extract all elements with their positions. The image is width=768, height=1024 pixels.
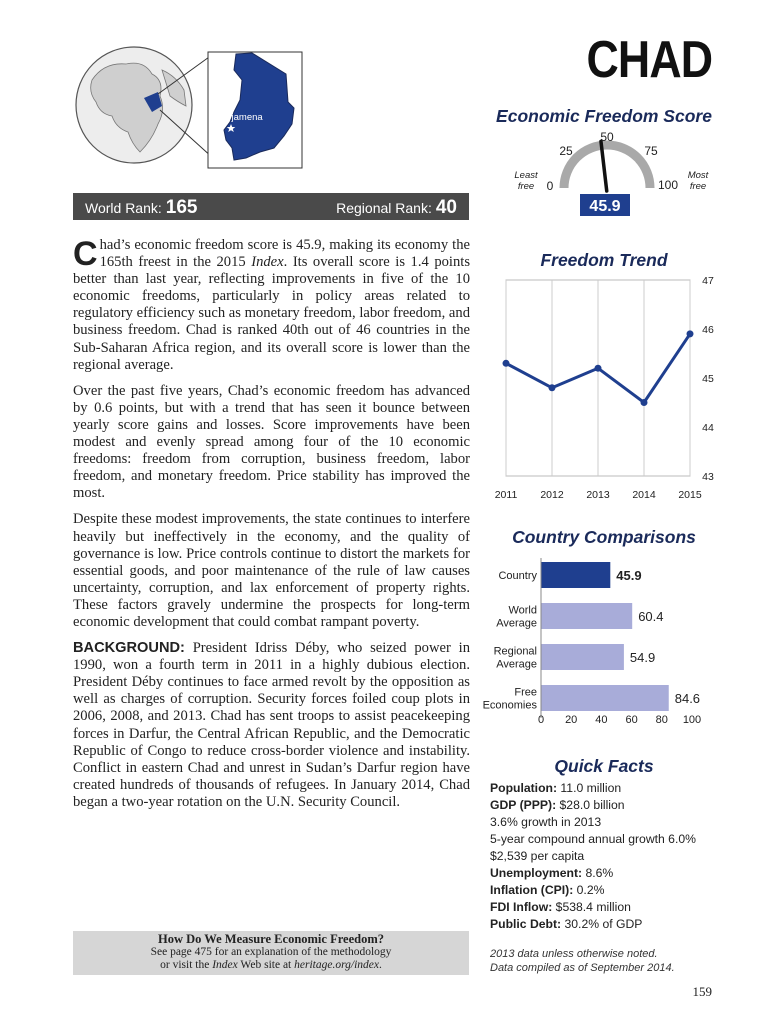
methodology-text-2: Web site at [237,959,295,971]
background-label: BACKGROUND: [73,640,185,657]
methodology-period: . [378,959,382,971]
score-gauge [474,128,734,223]
comparison-title: Country Comparisons [512,527,696,547]
quick-fact-value: 11.0 million [557,781,622,795]
comparison-bar [541,603,632,629]
gauge-tick-25: 25 [559,144,573,158]
comparison-value-label: 84.6 [674,691,701,706]
comparison-bar [541,685,669,711]
methodology-box [73,931,469,975]
quick-facts-list [490,780,730,933]
quick-fact-label: Inflation (CPI): [490,883,574,897]
comparison-value-label: 60.4 [638,609,664,624]
trend-point [687,330,694,337]
quick-fact-row [490,916,730,933]
quick-fact-value: 30.2% of GDP [561,917,643,931]
trend-y-tick: 46 [702,324,714,336]
quick-fact-row [490,865,730,882]
trend-x-tick: 2012 [540,489,564,501]
comparison-x-tick: 100 [682,714,702,726]
most-free-line2: free [689,181,707,192]
quick-fact-row [490,848,730,865]
quick-fact-label: Population: [490,781,558,795]
comparison-category: Regional [493,645,537,658]
world-rank-value: 165 [165,197,198,218]
trend-x-tick: 2014 [632,489,656,501]
quick-fact-row [490,780,730,797]
gauge-tick-75: 75 [644,144,658,158]
body-text [73,237,470,820]
quick-fact-value: $2,539 per capita [490,849,585,863]
trend-y-tick: 45 [702,373,714,385]
quick-fact-row [490,831,730,848]
quick-fact-value: $538.4 million [552,900,631,914]
country-title: CHAD [586,31,712,89]
trend-point [503,360,510,367]
comparison-bar [541,644,624,670]
paragraph-3: Despite these modest improvements, the state continues to interfere heavily but ineffectively in the economy, and the quality of governance is low. Price controls continue to distort the markets for essential goods, and poor maintenance of the rule of law causes uncertainty, corruption, and lax enforcement of property rights. These factors gravely undermine the prospects for long-term economic development that could combat rampant poverty. [73,511,470,630]
comparison-x-tick: 20 [565,714,578,726]
paragraph-background [73,640,470,811]
least-free-line1: Least [514,170,538,181]
methodology-link-line [73,959,469,972]
note-line-2: Data compiled as of September 2014. [490,962,675,974]
world-rank-label: World Rank: [85,200,162,216]
comparison-x-tick: 0 [537,714,545,726]
drop-cap: C [73,235,98,273]
trend-point [641,399,648,406]
quick-fact-row [490,899,730,916]
quick-fact-row [490,882,730,899]
paragraph-1-text: had’s economic freedom score is 45.9, making its economy the 165th freest in the 2015 [99,237,470,271]
comparison-x-tick: 60 [625,714,638,726]
rank-bar [73,193,469,220]
trend-y-tick: 44 [702,422,714,434]
trend-x-tick: 2015 [678,489,702,501]
trend-y-tick: 43 [702,471,714,483]
comparison-category: Country [498,570,537,582]
comparison-category: World [508,604,537,617]
comparison-x-tick: 80 [655,714,668,726]
paragraph-1-end: . Its overall score is 1.4 points better than last year, reflecting improvements in five of the 10 economic freedoms, particularly in policy areas related to regulatory efficiency such as monetary freedom, labor freedom, and business freedom. Chad is ranked 40th out of 46 countries in the Sub-Saharan Africa region, and its overall score is lower than the regional average. [73,254,470,373]
comparison-category: Free [514,686,537,699]
comparison-value-label: 45.9 [616,568,642,583]
quick-fact-row [490,814,730,831]
comparison-value-label: 54.9 [629,650,656,665]
capital-label: N'Djamena [216,112,263,123]
comparison-category: Economies [482,699,537,712]
score-title: Economic Freedom Score [496,106,712,126]
regional-rank-label: Regional Rank: [336,200,432,216]
most-free-line1: Most [687,170,709,181]
paragraph-1 [73,237,470,374]
gauge-tick-0: 0 [546,179,554,193]
index-italic: Index [251,254,284,271]
methodology-index: Index [212,959,238,971]
globe-icon [76,47,192,163]
quick-fact-label: Public Debt: [490,917,562,931]
world-rank [85,197,197,219]
score-value: 45.9 [589,198,621,215]
trend-y-tick: 47 [702,275,714,287]
comparison-category: Average [496,658,537,671]
comparison-x-tick: 40 [595,714,608,726]
quick-fact-value: $28.0 billion [556,798,625,812]
quick-fact-label: Unemployment: [490,866,583,880]
background-text: President Idriss Déby, who seized power in 1990, won a fourth term in 2011 in a highly dubious election. President Déby continues to face armed revolt by the opposition as well as charges of corruption. Security forces foiled coup plots in 2006, 2008, and 2013. Chad has sent troops to assist peacekeeping forces in Darfur, the Central African Republic, and the Democratic Republic of Congo to reduce cross-border violence and instability. Conflict in eastern Chad and unrest in Sudan’s Darfur region have created hundreds of thousands of refugees. In January 2014, Chad began a two-year rotation on the U.N. Security Council. [73,640,470,810]
methodology-title: How Do We Measure Economic Freedom? [157,932,384,946]
quick-fact-row [490,797,730,814]
page-number: 159 [692,984,712,999]
least-free-line2: free [517,181,535,192]
trend-chart [474,268,734,508]
paragraph-2: Over the past five years, Chad’s economic freedom has advanced by 0.6 points, but with a trend that has seen it bounce between yearly score gains and losses. Score improvements have been modest and evenly spread among four of the 10 economic freedoms: freedom from corruption, business freedom, labor freedom, and monetary freedom. Price stability has improved the most. [73,382,470,502]
quick-fact-label: GDP (PPP): [490,798,557,812]
quick-facts-note [490,947,730,975]
comparison-chart [474,556,734,731]
trend-x-tick: 2013 [586,489,610,501]
trend-point [595,365,602,372]
methodology-url[interactable]: heritage.org/index [294,959,379,971]
note-line-1: 2013 data unless otherwise noted. [490,948,658,960]
quick-fact-label: FDI Inflow: [490,900,553,914]
comparison-bar [541,562,610,588]
quick-fact-value: 8.6% [582,866,614,880]
regional-rank [336,197,457,219]
gauge-tick-50: 50 [600,130,614,144]
quick-fact-value: 0.2% [573,883,605,897]
comparison-category: Average [496,617,537,630]
quick-facts-title: Quick Facts [554,756,654,776]
regional-rank-value: 40 [435,197,457,218]
quick-fact-value: 5-year compound annual growth 6.0% [490,832,696,846]
quick-fact-value: 3.6% growth in 2013 [490,815,602,829]
trend-title: Freedom Trend [540,250,668,270]
trend-point [549,384,556,391]
gauge-tick-100: 100 [657,178,679,192]
methodology-text: or visit the [160,959,213,971]
country-map [74,40,304,190]
methodology-line: See page 475 for an explanation of the methodology [150,946,392,958]
trend-x-tick: 2011 [494,489,518,501]
